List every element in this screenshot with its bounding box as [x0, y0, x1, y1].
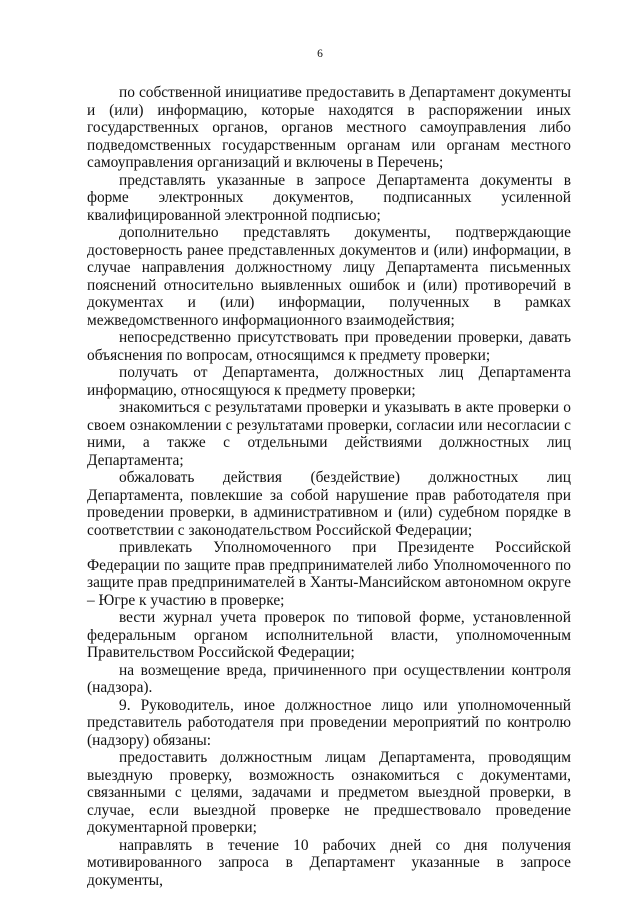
paragraph-right-additional-documents: дополнительно представлять документы, подтверждающие достоверность ранее представленных документов и (или) информации, в случае направления должностному лицу Департамента письменных пояснений относительно выявленных ошибок и (или) противоречий в документах и (или) информации, полученных в рамках межведомственного информационного взаимодействия; — [87, 224, 571, 329]
paragraph-duty-send-documents: направлять в течение 10 рабочих дней со дня получения мотивированного запроса в Департамент указанные в запросе документы, — [87, 836, 571, 889]
paragraph-right-attend-inspection: непосредственно присутствовать при проведении проверки, давать объяснения по вопросам, относящимся к предмету проверки; — [87, 329, 571, 364]
paragraph-section-9-heading: 9. Руководитель, иное должностное лицо или уполномоченный представитель работодателя при проведении мероприятий по контролю (надзору) обязаны: — [87, 696, 571, 749]
paragraph-right-keep-journal: вести журнал учета проверок по типовой форме, установленной федеральным органом исполнительной власти, уполномоченным Правительством Российской Федерации; — [87, 609, 571, 661]
paragraph-right-submit-documents: по собственной инициативе предоставить в Департамент документы и (или) информацию, которые находятся в распоряжении иных государственных органов, органов местного самоуправления либо подведомственных государственным органам или органам местного самоуправления организаций и включены в Перечень; — [87, 84, 571, 171]
document-body — [87, 84, 571, 889]
paragraph-right-involve-ombudsman: привлекать Уполномоченного при Президенте Российской Федерации по защите прав предпринимателей либо Уполномоченного по защите прав предпринимателей в Ханты-Мансийском автономном округе – Югре к участию в проверке; — [87, 539, 571, 609]
paragraph-right-appeal: обжаловать действия (бездействие) должностных лиц Департамента, повлекшие за собой нарушение прав работодателя при проведении проверки, в административном и (или) судебном порядке в соответствии с законодательством Российской Федерации; — [87, 469, 571, 539]
page-number: 6 — [317, 48, 323, 60]
paragraph-right-compensation: на возмещение вреда, причиненного при осуществлении контроля (надзора). — [87, 661, 571, 696]
paragraph-duty-provide-access: предоставить должностным лицам Департамента, проводящим выездную проверку, возможность ознакомиться с документами, связанными с целями, задачами и предметом выездной проверки, в случае, если выездной проверке не предшествовало проведение документарной проверки; — [87, 749, 571, 836]
paragraph-right-receive-information: получать от Департамента, должностных лиц Департамента информацию, относящуюся к предмету проверки; — [87, 364, 571, 399]
paragraph-right-review-results: знакомиться с результатами проверки и указывать в акте проверки о своем ознакомлении с результатами проверки, согласии или несогласии с ними, а также с отдельными действиями должностных лиц Департамента; — [87, 399, 571, 469]
paragraph-right-electronic-documents: представлять указанные в запросе Департамента документы в форме электронных документов, подписанных усиленной квалифицированной электронной подписью; — [87, 171, 571, 224]
